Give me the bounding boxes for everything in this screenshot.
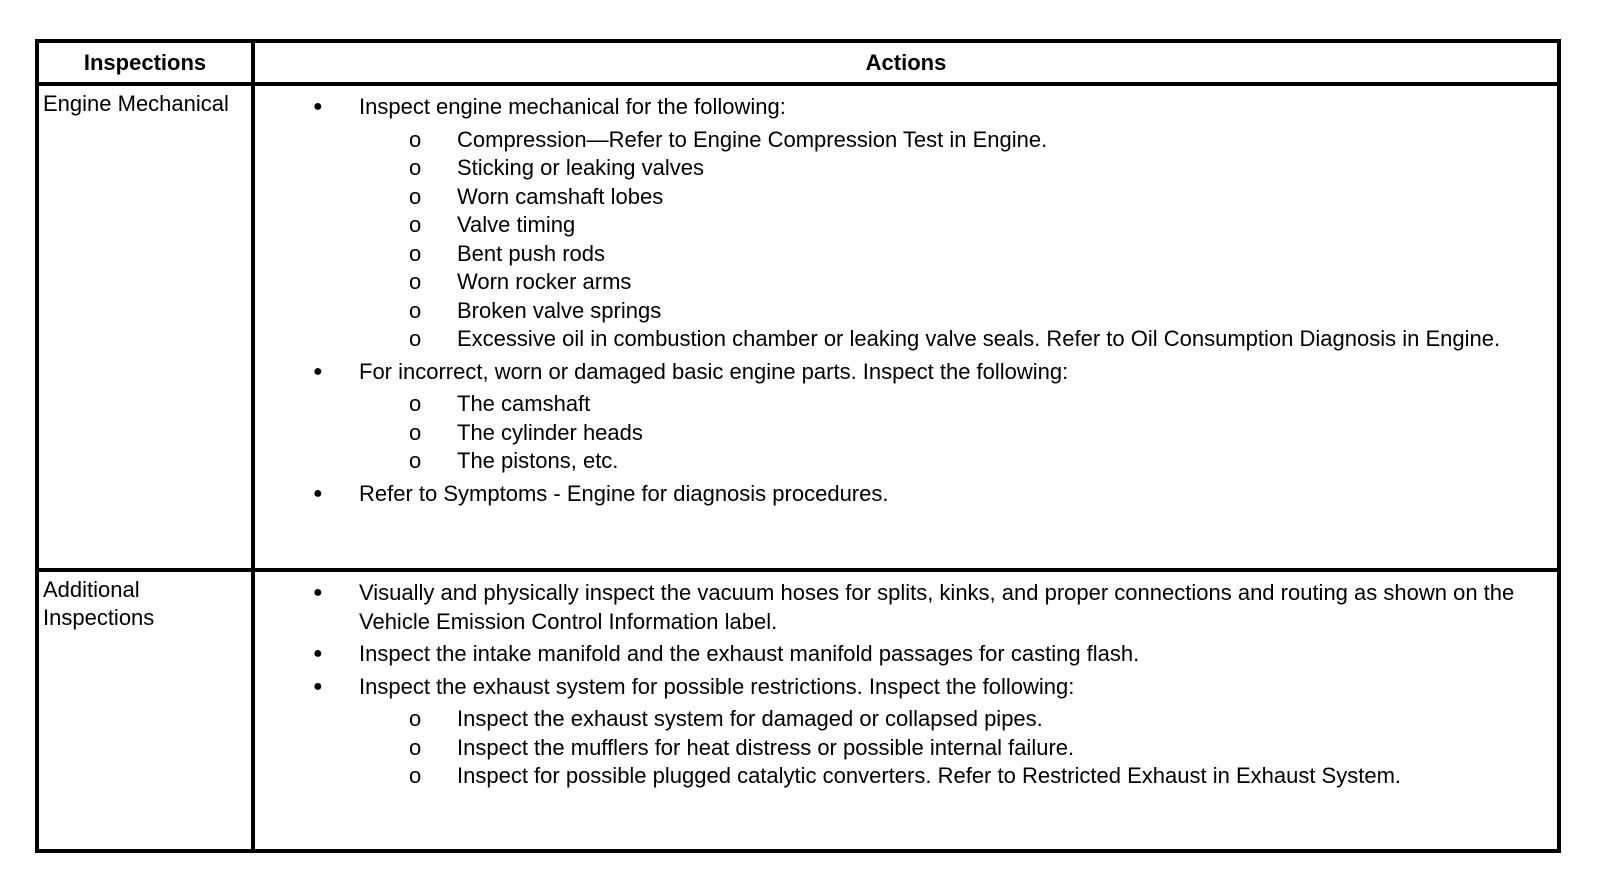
action-subitem [255, 390, 1557, 419]
inspection-table [35, 39, 1561, 853]
action-text: For incorrect, worn or damaged basic engine parts. Inspect the following: [359, 358, 1069, 384]
bullet-icon: ● [313, 98, 323, 115]
action-item [255, 358, 1557, 387]
bullet-icon: ● [313, 645, 323, 662]
header-inspections: Inspections [83, 49, 207, 75]
action-subitem-text: Worn rocker arms [457, 269, 632, 294]
sub-bullet-icon: o [409, 448, 422, 473]
sub-bullet-icon: o [409, 269, 422, 294]
bullet-icon: ● [313, 484, 323, 502]
sub-bullet-icon: o [409, 212, 422, 237]
sub-bullet-icon: o [409, 155, 422, 180]
action-subitem [255, 447, 1557, 476]
sub-bullet-icon: o [409, 240, 422, 266]
sub-bullet-icon: o [409, 734, 422, 760]
sub-bullet-icon: o [409, 763, 422, 788]
action-subitem-text: Inspect the mufflers for heat distress or possible internal failure. [457, 734, 1075, 760]
action-item [255, 480, 1557, 509]
action-subitem-text: The camshaft [457, 391, 591, 416]
action-subitem-text: The cylinder heads [457, 419, 643, 445]
row-additional-inspections-actions [255, 579, 1557, 795]
action-item [255, 579, 1557, 636]
action-item [255, 673, 1557, 702]
action-subitem [255, 211, 1557, 240]
row-divider [39, 568, 1557, 572]
row-engine-mechanical-actions [255, 93, 1557, 512]
action-text: Inspect engine mechanical for the following: [359, 94, 786, 119]
header-divider [39, 82, 1557, 86]
action-subitem [255, 268, 1557, 297]
action-item [255, 93, 1557, 122]
action-subitem-text: Compression—Refer to Engine Compression Test in Engine. [457, 126, 1048, 152]
sub-bullet-icon: o [409, 706, 422, 731]
action-subitem-text: Excessive oil in combustion chamber or leaking valve seals. Refer to Oil Consumption Diagnosis in Engine. [457, 326, 1501, 351]
bullet-icon: ● [313, 362, 323, 380]
action-subitem-text: Inspect the exhaust system for damaged or collapsed pipes. [457, 706, 1043, 731]
action-subitem [255, 183, 1557, 212]
sub-bullet-icon: o [409, 391, 422, 416]
action-subitem [255, 419, 1557, 448]
action-item [255, 640, 1557, 669]
sub-bullet-icon: o [409, 419, 422, 445]
row-engine-mechanical-label: Engine Mechanical [43, 91, 229, 116]
action-subitem [255, 126, 1557, 155]
action-subitem-text: Inspect for possible plugged catalytic converters. Refer to Restricted Exhaust in Exhaust System. [457, 763, 1402, 788]
action-subitem-text: Valve timing [457, 212, 576, 237]
action-subitem-text: Broken valve springs [457, 297, 662, 323]
action-subitem [255, 762, 1557, 791]
action-subitem-text: The pistons, etc. [457, 448, 619, 473]
action-text: Inspect the intake manifold and the exhaust manifold passages for casting flash. [359, 641, 1140, 666]
action-text: Refer to Symptoms - Engine for diagnosis procedures. [359, 480, 889, 506]
action-subitem [255, 240, 1557, 269]
sub-bullet-icon: o [409, 183, 422, 209]
action-subitem [255, 705, 1557, 734]
action-subitem [255, 325, 1557, 354]
sub-bullet-icon: o [409, 297, 422, 323]
header-actions: Actions [865, 49, 947, 75]
sub-bullet-icon: o [409, 126, 422, 152]
row-additional-inspections-label: Additional Inspections [43, 577, 155, 630]
action-subitem-text: Sticking or leaking valves [457, 155, 705, 180]
action-text: Visually and physically inspect the vacuum hoses for splits, kinks, and proper connections and routing as shown on the Vehicle Emission Control Information label. [359, 580, 1515, 634]
bullet-icon: ● [313, 584, 323, 601]
action-subitem-text: Worn camshaft lobes [457, 183, 664, 209]
action-subitem-text: Bent push rods [457, 240, 605, 266]
action-subitem [255, 734, 1557, 763]
sub-bullet-icon: o [409, 326, 422, 351]
action-subitem [255, 154, 1557, 183]
action-text: Inspect the exhaust system for possible restrictions. Inspect the following: [359, 673, 1075, 699]
action-subitem [255, 297, 1557, 326]
bullet-icon: ● [313, 677, 323, 695]
